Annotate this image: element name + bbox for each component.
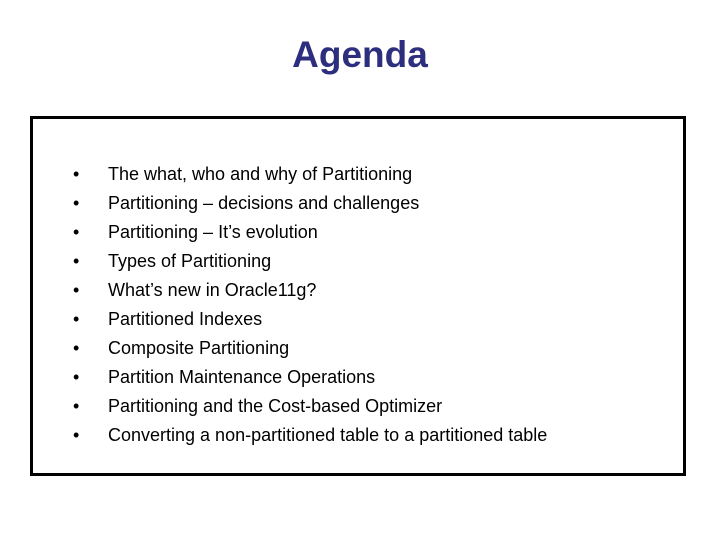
bullet-icon: • [73,367,80,387]
list-item-text: Partitioning and the Cost-based Optimizer [108,396,443,416]
bullet-icon: • [73,309,80,329]
list-item-text: Partitioning – decisions and challenges [108,193,420,213]
list-item-text: Converting a non-partitioned table to a partitioned table [108,425,548,445]
bullet-icon: • [73,396,80,416]
list-item-text: Composite Partitioning [108,338,290,358]
bullet-icon: • [73,193,80,213]
list-item-text: Partitioned Indexes [108,309,263,329]
list-item-text: Partition Maintenance Operations [108,367,376,387]
list-item-text: Types of Partitioning [108,251,272,271]
bullet-icon: • [73,280,80,300]
list-item-text: Partitioning – It’s evolution [108,222,318,242]
page-title: Agenda [292,34,428,75]
agenda-box [30,116,686,476]
bullet-icon: • [73,222,80,242]
list-item-text: The what, who and why of Partitioning [108,164,413,184]
bullet-icon: • [73,338,80,358]
list-item-text: What’s new in Oracle11g? [108,280,317,300]
bullet-icon: • [73,425,80,445]
bullet-icon: • [73,251,80,271]
bullet-icon: • [73,164,80,184]
